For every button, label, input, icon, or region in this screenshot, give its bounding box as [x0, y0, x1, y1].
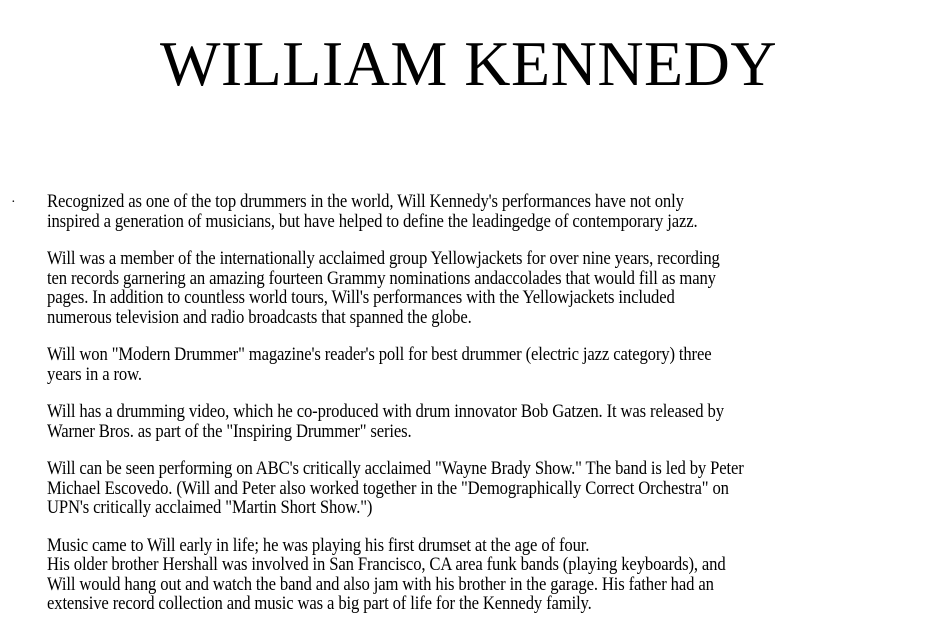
text-line: Will can be seen performing on ABC's critically acclaimed "Wayne Brady Show." The band is led by Peter — [47, 459, 744, 479]
biography-list — [0, 193, 937, 633]
text-line: Will has a drumming video, which he co-produced with drum innovator Bob Gatzen. It was released by — [47, 402, 724, 422]
bio-paragraph-early-life — [47, 537, 916, 615]
bio-paragraph-readers-poll — [47, 346, 916, 385]
bio-paragraph-intro — [47, 193, 916, 232]
text-line: Will won "Modern Drummer" magazine's reader's poll for best drummer (electric jazz category) three — [47, 345, 712, 365]
text-line: inspired a generation of musicians, but have helped to define the leadingedge of contemporary jazz. — [47, 211, 698, 232]
text-line: His older brother Hershall was involved in San Francisco, CA area funk bands (playing keyboards), and — [47, 555, 726, 575]
text-line: Warner Bros. as part of the "Inspiring Drummer" series. — [47, 421, 412, 442]
text-line: numerous television and radio broadcasts that spanned the globe. — [47, 307, 472, 328]
text-line: UPN's critically acclaimed "Martin Short Show.") — [47, 498, 373, 518]
bullet-point: · — [11, 195, 16, 210]
biography-list-item — [0, 193, 937, 615]
text-line: extensive record collection and music was a big part of life for the Kennedy family. — [47, 594, 592, 614]
text-line: Will would hang out and watch the band and also jam with his brother in the garage. His father had an — [47, 574, 714, 595]
text-line: Recognized as one of the top drummers in the world, Will Kennedy's performances have not only — [47, 192, 684, 212]
text-line: Music came to Will early in life; he was playing his first drumset at the age of four. — [47, 535, 590, 556]
text-line: pages. In addition to countless world tours, Will's performances with the Yellowjackets included — [47, 288, 675, 308]
text-line: Will was a member of the internationally acclaimed group Yellowjackets for over nine years, recording — [47, 249, 720, 269]
text-line: ten records garnering an amazing fourteen Grammy nominations andaccolades that would fill as many — [47, 268, 716, 289]
bio-paragraph-video — [47, 403, 916, 442]
text-line: Michael Escovedo. (Will and Peter also worked together in the "Demographically Correct Orchestra" on — [47, 478, 729, 499]
text-line: years in a row. — [47, 364, 142, 385]
bio-paragraph-yellowjackets — [47, 250, 916, 328]
bio-paragraph-television — [47, 460, 916, 519]
page-title: WILLIAM KENNEDY — [159, 28, 778, 99]
